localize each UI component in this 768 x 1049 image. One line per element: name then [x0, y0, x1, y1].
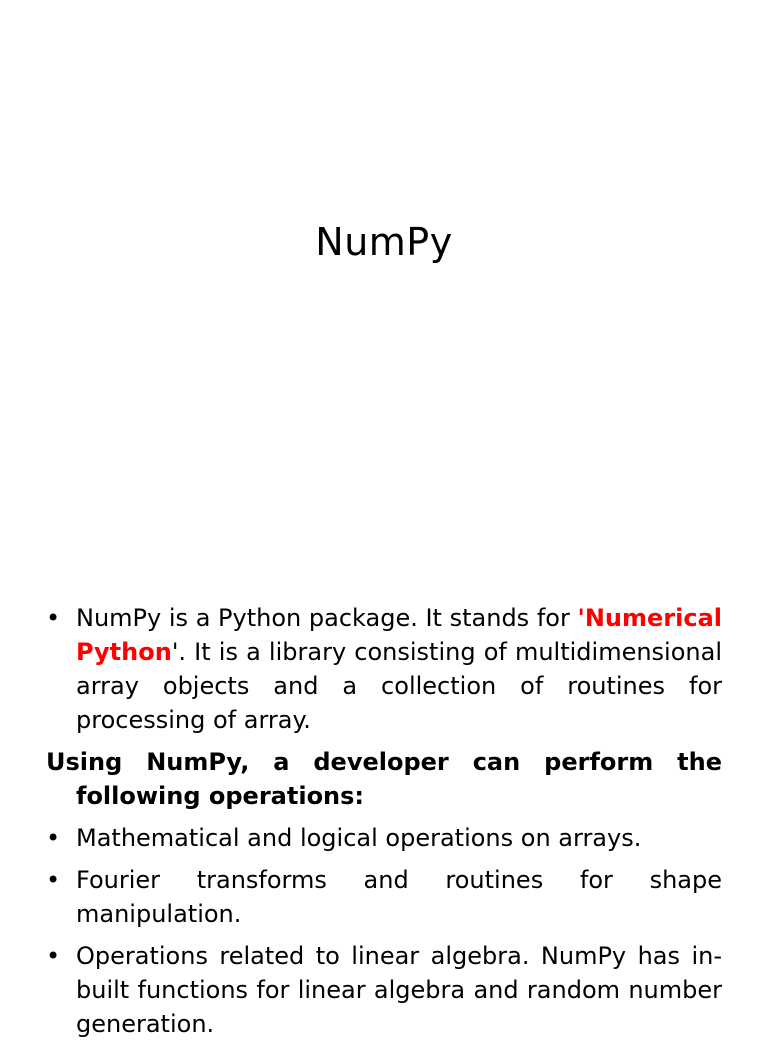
intro-bullet	[46, 601, 722, 737]
numerical-python-highlight: 'Numerical Python	[76, 604, 722, 666]
slide-body	[46, 601, 722, 1049]
operation-text: Fourier transforms and routines for shape manipulation.	[76, 866, 722, 928]
bullet-marker: •	[46, 824, 61, 852]
slide-title: NumPy	[315, 220, 453, 264]
bullet-marker: •	[46, 604, 61, 632]
operation-text: Mathematical and logical operations on arrays.	[76, 824, 642, 852]
operations-heading: Using NumPy, a developer can perform the following operations:	[46, 748, 722, 810]
operation-item	[46, 863, 722, 931]
operation-item	[46, 939, 722, 1041]
intro-text-start: NumPy is a Python package. It stands for	[76, 604, 578, 632]
operation-item	[46, 821, 722, 855]
bullet-marker: •	[46, 866, 61, 894]
bullet-marker: •	[46, 942, 61, 970]
operation-text: Operations related to linear algebra. NumPy has in-built functions for linear algebra and random number generation.	[76, 942, 722, 1038]
intro-text-end: '. It is a library consisting of multidimensional array objects and a collection of routines for processing of array.	[76, 638, 722, 734]
